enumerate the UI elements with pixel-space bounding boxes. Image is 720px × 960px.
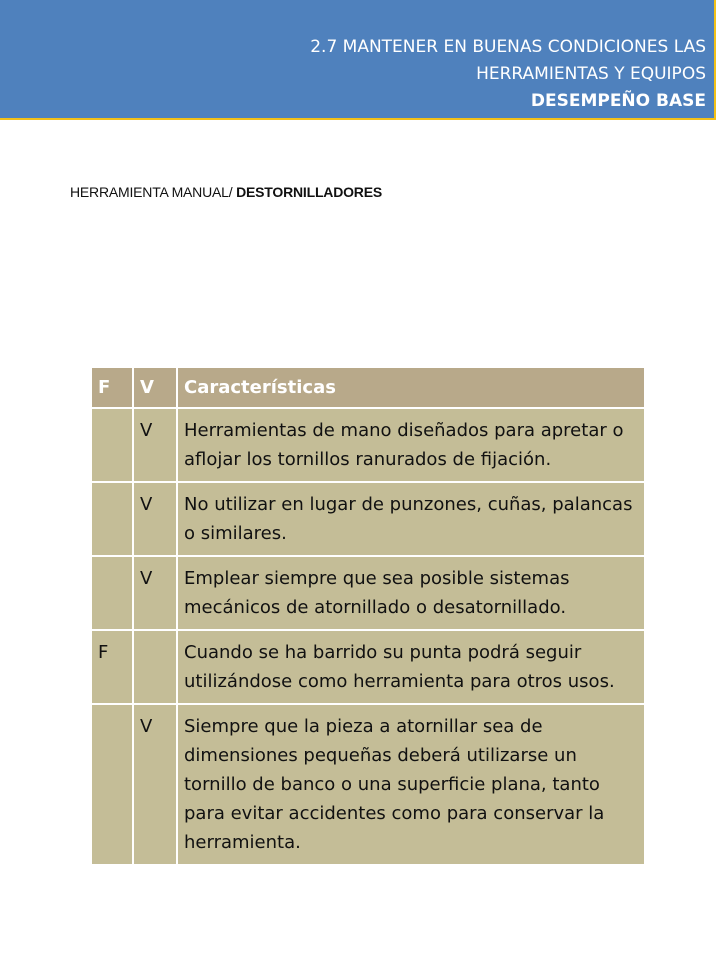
table-row bbox=[91, 482, 645, 556]
cell-f bbox=[91, 556, 133, 630]
header-f: F bbox=[91, 367, 133, 408]
cell-text: No utilizar en lugar de punzones, cuñas, palancas o similares. bbox=[177, 482, 645, 556]
table-row bbox=[91, 556, 645, 630]
cell-text: Cuando se ha barrido su punta podrá seguir utilizándose como herramienta para otros usos. bbox=[177, 630, 645, 704]
cell-v: V bbox=[133, 704, 177, 865]
cell-f bbox=[91, 408, 133, 482]
cell-v: V bbox=[133, 482, 177, 556]
header-banner bbox=[0, 0, 716, 120]
cell-text: Siempre que la pieza a atornillar sea de dimensiones pequeñas deberá utilizarse un tornillo de banco o una superficie plana, tanto para evitar accidentes como para conservar la herramienta. bbox=[177, 704, 645, 865]
cell-f bbox=[91, 704, 133, 865]
header-line-2: HERRAMIENTAS Y EQUIPOS bbox=[476, 64, 706, 84]
cell-v: V bbox=[133, 556, 177, 630]
true-false-table bbox=[90, 366, 646, 866]
table-row bbox=[91, 704, 645, 865]
header-v: V bbox=[133, 367, 177, 408]
table-row bbox=[91, 408, 645, 482]
header-line-1: 2.7 MANTENER EN BUENAS CONDICIONES LAS bbox=[310, 37, 706, 57]
header-title bbox=[310, 34, 706, 115]
cell-v: V bbox=[133, 408, 177, 482]
table-header-row bbox=[91, 367, 645, 408]
cell-f: F bbox=[91, 630, 133, 704]
cell-v bbox=[133, 630, 177, 704]
header-caracteristicas: Características bbox=[177, 367, 645, 408]
cell-text: Herramientas de mano diseñados para apretar o aflojar los tornillos ranurados de fijación. bbox=[177, 408, 645, 482]
subtitle-prefix: HERRAMIENTA MANUAL/ bbox=[70, 184, 237, 200]
section-subtitle bbox=[70, 184, 382, 200]
table-row bbox=[91, 630, 645, 704]
header-line-3: DESEMPEÑO BASE bbox=[530, 91, 706, 111]
subtitle-bold: DESTORNILLADORES bbox=[236, 184, 382, 200]
cell-f bbox=[91, 482, 133, 556]
cell-text: Emplear siempre que sea posible sistemas mecánicos de atornillado o desatornillado. bbox=[177, 556, 645, 630]
